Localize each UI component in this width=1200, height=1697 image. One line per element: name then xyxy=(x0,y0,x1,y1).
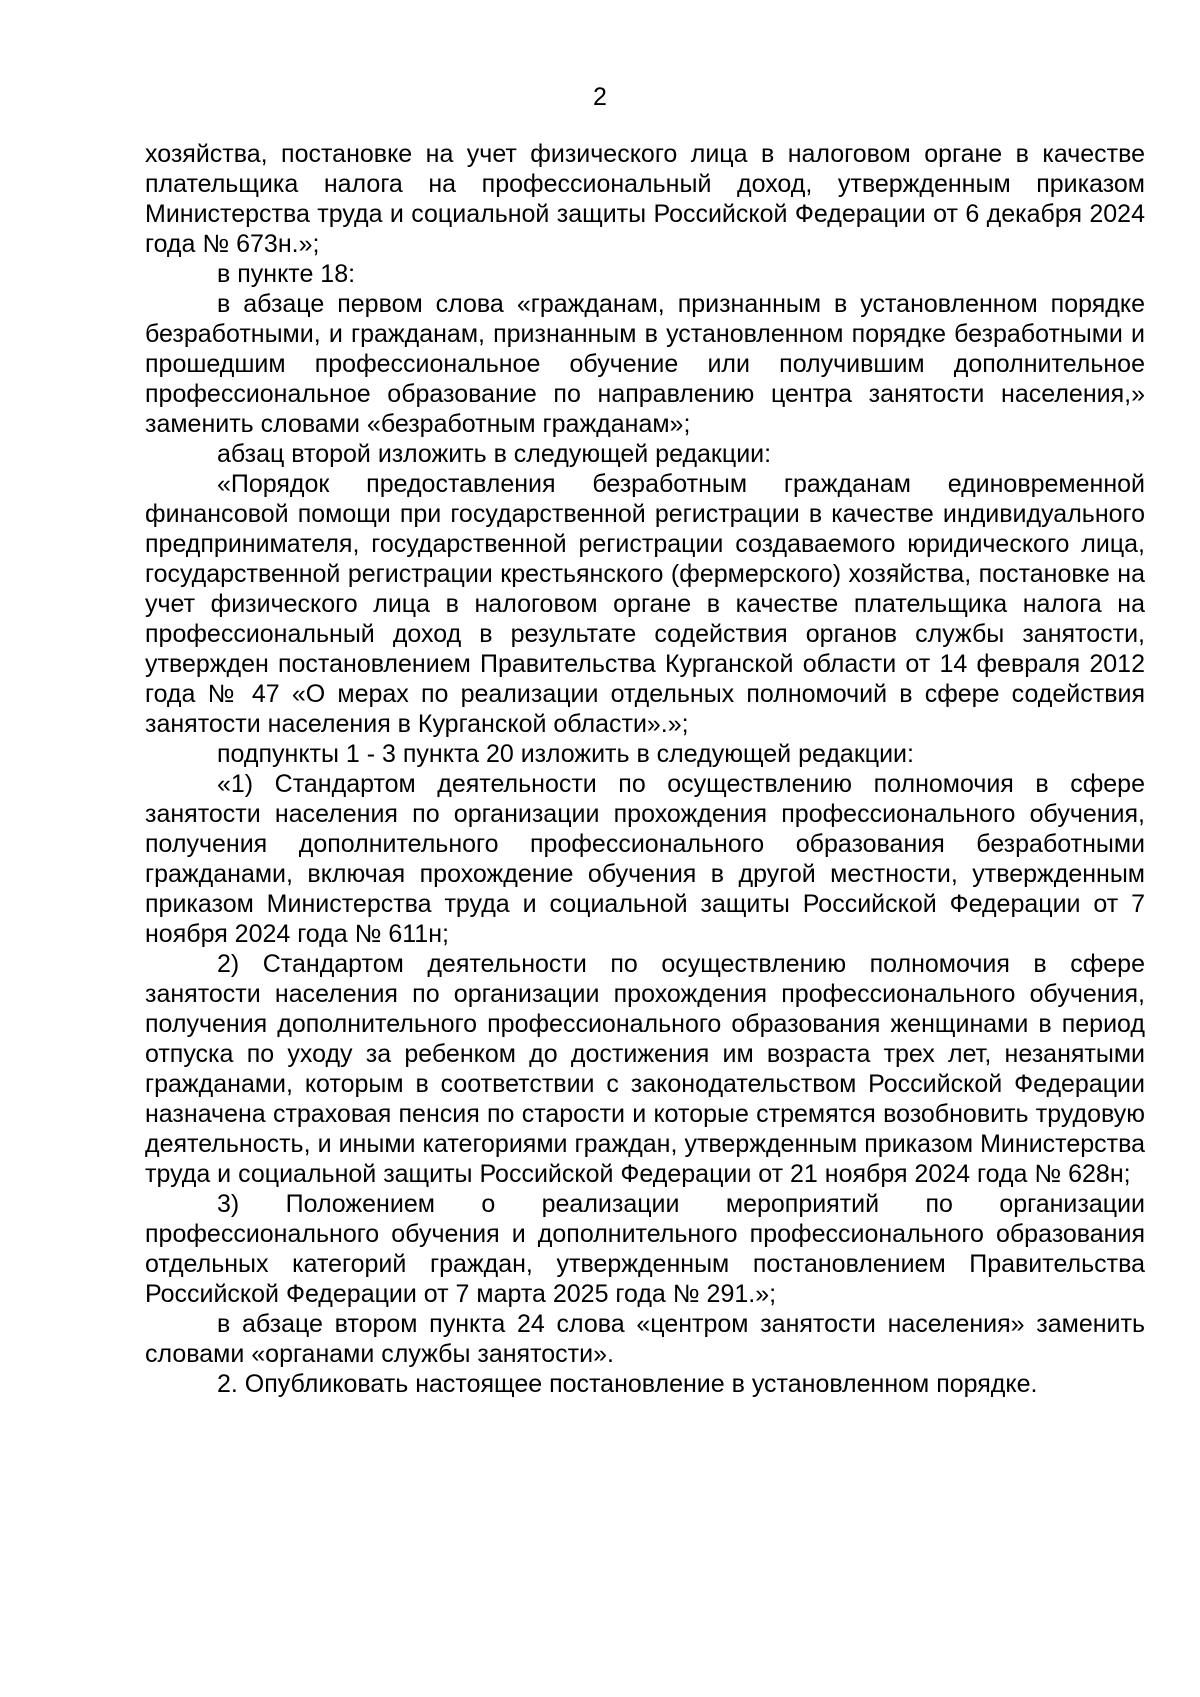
paragraph: в абзаце втором пункта 24 слова «центром занятости населения» заменить словами «органами службы занятости». xyxy=(145,1310,1145,1368)
document-body xyxy=(145,139,1145,1399)
paragraph: «1) Стандартом деятельности по осуществлению полномочия в сфере занятости населения по организации прохождения профессионального обучения, получения дополнительного профессионального образования безработными гражданами, включая прохождение обучения в другой местности, утвержденным приказом Министерства труда и социальной защиты Российской Федерации от 7 ноября 2024 года № 611н; xyxy=(145,770,1145,948)
page-number: 2 xyxy=(593,83,607,111)
paragraph: «Порядок предоставления безработным гражданам единовременной финансовой помощи при государственной регистрации в качестве индивидуального предпринимателя, государственной регистрации создаваемого юридического лица, государственной регистрации крестьянского (фермерского) хозяйства, постановке на учет физического лица в налоговом органе в качестве плательщика налога на профессиональный доход в результате содействия органов службы занятости, утвержден постановлением Правительства Курганской области от 14 февраля 2012 года № 47 «О мерах по реализации отдельных полномочий в сфере содействия занятости населения в Курганской области».»; xyxy=(145,470,1145,738)
paragraph: подпункты 1 - 3 пункта 20 изложить в следующей редакции: xyxy=(217,740,914,768)
paragraph: в пункте 18: xyxy=(217,260,356,288)
paragraph: 2. Опубликовать настоящее постановление в установленном порядке. xyxy=(217,1370,1038,1398)
paragraph: 2) Стандартом деятельности по осуществлению полномочия в сфере занятости населения по организации прохождения профессионального обучения, получения дополнительного профессионального образования женщинами в период отпуска по уходу за ребенком до достижения им возраста трех лет, незанятыми гражданами, которым в соответствии с законодательством Российской Федерации назначена страховая пенсия по старости и которые стремятся возобновить трудовую деятельность, и иными категориями граждан, утвержденным приказом Министерства труда и социальной защиты Российской Федерации от 21 ноября 2024 года № 628н; xyxy=(145,950,1145,1188)
paragraph: абзац второй изложить в следующей редакции: xyxy=(217,440,772,468)
paragraph: в абзаце первом слова «гражданам, признанным в установленном порядке безработными, и гражданам, признанным в установленном порядке безработными и прошедшим профессиональное обучение или получившим дополнительное профессиональное образование по направлению центра занятости населения,» заменить словами «безработным гражданам»; xyxy=(145,290,1145,438)
paragraph: хозяйства, постановке на учет физического лица в налоговом органе в качестве плательщика налога на профессиональный доход, утвержденным приказом Министерства труда и социальной защиты Российской Федерации от 6 декабря 2024 года № 673н.»; xyxy=(145,140,1145,258)
paragraph: 3) Положением о реализации мероприятий по организации профессионального обучения и дополнительного профессионального образования отдельных категорий граждан, утвержденным постановлением Правительства Российской Федерации от 7 марта 2025 года № 291.»; xyxy=(145,1190,1145,1308)
